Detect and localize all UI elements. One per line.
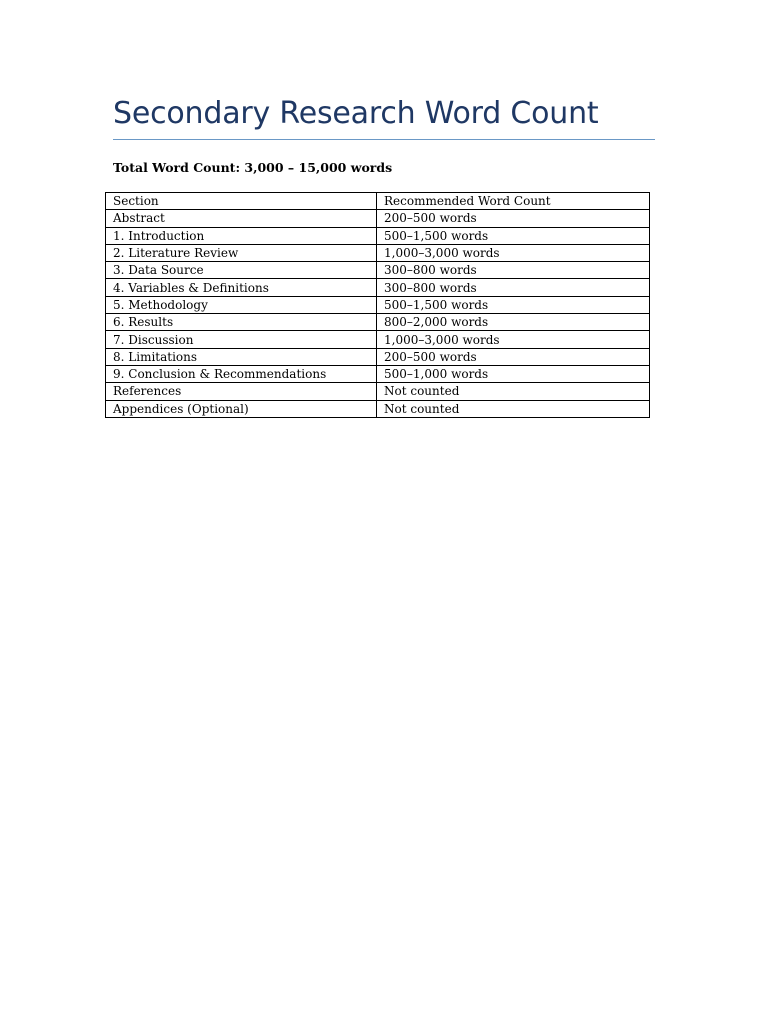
section-cell: 7. Discussion <box>106 331 377 348</box>
word-count-cell: 200–500 words <box>377 210 650 227</box>
table-row <box>106 262 650 279</box>
total-word-count: Total Word Count: 3,000 – 15,000 words <box>113 160 393 175</box>
header-recommended-word-count: Recommended Word Count <box>377 193 650 210</box>
section-cell: 9. Conclusion & Recommendations <box>106 365 377 382</box>
word-count-cell: 500–1,500 words <box>377 296 650 313</box>
table-row <box>106 400 650 417</box>
word-count-cell: Not counted <box>377 383 650 400</box>
word-count-cell: 800–2,000 words <box>377 314 650 331</box>
section-cell: Appendices (Optional) <box>106 400 377 417</box>
word-count-cell: 200–500 words <box>377 348 650 365</box>
section-cell: Abstract <box>106 210 377 227</box>
table-row <box>106 383 650 400</box>
section-cell: 2. Literature Review <box>106 244 377 261</box>
word-count-cell: Not counted <box>377 400 650 417</box>
page-title: Secondary Research Word Count <box>113 96 599 131</box>
table-row <box>106 314 650 331</box>
word-count-cell: 1,000–3,000 words <box>377 244 650 261</box>
word-count-cell: 500–1,500 words <box>377 227 650 244</box>
word-count-cell: 300–800 words <box>377 262 650 279</box>
section-cell: 5. Methodology <box>106 296 377 313</box>
table-header-row <box>106 193 650 210</box>
table-row <box>106 365 650 382</box>
section-cell: References <box>106 383 377 400</box>
word-count-cell: 500–1,000 words <box>377 365 650 382</box>
table-row <box>106 331 650 348</box>
table-row <box>106 296 650 313</box>
table-row <box>106 348 650 365</box>
section-cell: 3. Data Source <box>106 262 377 279</box>
table-row <box>106 210 650 227</box>
word-count-cell: 1,000–3,000 words <box>377 331 650 348</box>
table-row <box>106 227 650 244</box>
header-section: Section <box>106 193 377 210</box>
table-row <box>106 244 650 261</box>
section-cell: 1. Introduction <box>106 227 377 244</box>
word-count-cell: 300–800 words <box>377 279 650 296</box>
table-row <box>106 279 650 296</box>
section-cell: 8. Limitations <box>106 348 377 365</box>
section-cell: 6. Results <box>106 314 377 331</box>
title-divider <box>113 139 655 140</box>
section-cell: 4. Variables & Definitions <box>106 279 377 296</box>
word-count-table <box>105 192 650 418</box>
